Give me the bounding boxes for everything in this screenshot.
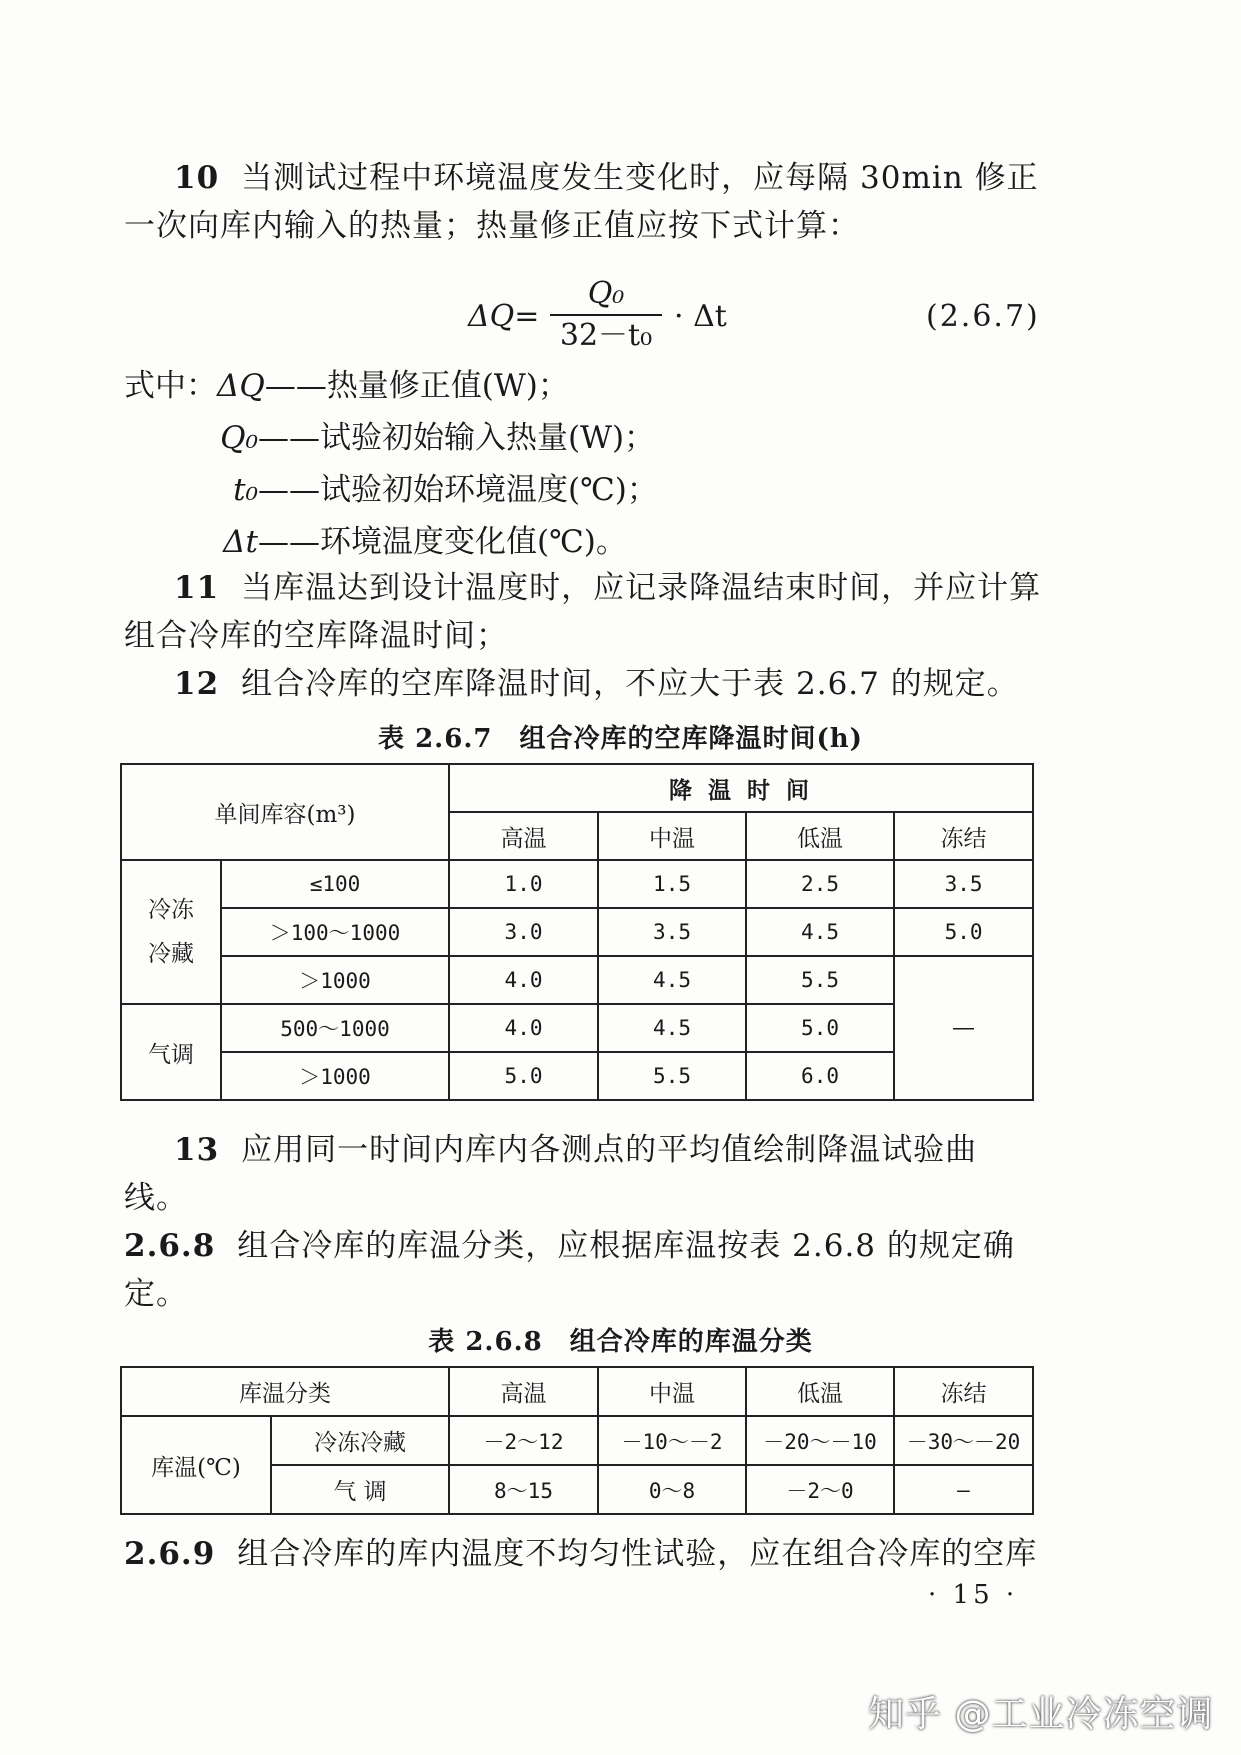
capacity-cell: ＞1000 [221, 956, 449, 1004]
item-number: 10 [174, 160, 220, 196]
paragraph-text: 组合冷库的空库降温时间； [124, 618, 508, 654]
paragraph-text: 当测试过程中环境温度发生变化时，应每隔 30min 修正 [241, 160, 1039, 196]
merged-dash-cell: — [894, 956, 1033, 1100]
table-row [121, 1416, 1033, 1465]
equation-number: (2.6.7) [926, 299, 1040, 334]
table-header-row [121, 764, 1033, 812]
definition-row [204, 466, 658, 514]
table-temperature-class [120, 1366, 1034, 1515]
row-label: 冷冻冷藏 [271, 1416, 449, 1465]
paragraph-text: 线。 [124, 1180, 188, 1216]
paragraph-13 [124, 1126, 977, 1222]
paragraph-text: 组合冷库的库内温度不均匀性试验，应在组合冷库的空库 [237, 1536, 1038, 1572]
header-high-temp: 高温 [449, 812, 598, 860]
value-cell: 4.5 [746, 908, 894, 956]
paragraph-text: 定。 [124, 1276, 188, 1312]
header-low-temp: 低温 [746, 1367, 894, 1416]
value-cell: －30～－20 [894, 1416, 1033, 1465]
definition-row [124, 362, 569, 410]
section-number: 2.6.9 [124, 1536, 216, 1572]
definition-prefix: 式中： [124, 368, 217, 404]
value-cell: 4.0 [449, 956, 598, 1004]
formula-numerator: Q₀ [587, 276, 625, 311]
value-cell: 0～8 [598, 1465, 746, 1514]
definition-symbol: t₀ [233, 472, 258, 508]
paragraph-10 [124, 154, 1039, 250]
value-cell: 5.0 [449, 1052, 598, 1100]
watermark: 知乎 @工业冷冻空调 [868, 1694, 1214, 1735]
group-freeze-cold-storage [121, 860, 221, 1004]
paragraph-12 [124, 660, 1019, 708]
group-label-line: 冷冻 [148, 897, 194, 923]
capacity-cell: ＞1000 [221, 1052, 449, 1100]
header-medium-temp: 中温 [598, 812, 746, 860]
paragraph-text: 组合冷库的空库降温时间，不应大于表 2.6.7 的规定。 [241, 666, 1019, 702]
value-cell: 6.0 [746, 1052, 894, 1100]
definition-row [204, 414, 655, 462]
header-capacity: 单间库容(m³) [121, 764, 449, 860]
header-medium-temp: 中温 [598, 1367, 746, 1416]
value-cell: 4.0 [449, 1004, 598, 1052]
value-cell: 1.0 [449, 860, 598, 908]
value-cell: －2～0 [746, 1465, 894, 1514]
capacity-cell: 500～1000 [221, 1004, 449, 1052]
value-cell: 3.0 [449, 908, 598, 956]
table-row [121, 908, 1033, 956]
header-class: 库温分类 [121, 1367, 449, 1416]
table-row [121, 860, 1033, 908]
group-controlled-atmosphere: 气调 [121, 1004, 221, 1100]
value-cell: — [894, 1465, 1033, 1514]
definition-symbol: ΔQ [217, 368, 265, 404]
header-high-temp: 高温 [449, 1367, 598, 1416]
group-label-line: 冷藏 [148, 941, 194, 967]
value-cell: 5.0 [746, 1004, 894, 1052]
paragraph-text: 一次向库内输入的热量；热量修正值应按下式计算： [124, 208, 860, 244]
definition-row [204, 518, 627, 566]
value-cell: 5.0 [894, 908, 1033, 956]
definition-symbol: Δt [223, 524, 258, 560]
table-caption: 表 2.6.8 组合冷库的库温分类 [428, 1327, 813, 1357]
table-row [121, 956, 1033, 1004]
value-cell: 5.5 [746, 956, 894, 1004]
definition-text: ——热量修正值(W)； [264, 368, 569, 404]
formula-fraction [550, 276, 662, 354]
value-cell: －2～12 [449, 1416, 598, 1465]
capacity-cell: ≤100 [221, 860, 449, 908]
header-freezing: 冻结 [894, 812, 1033, 860]
row-label: 气 调 [271, 1465, 449, 1514]
page-number: · 15 · [928, 1580, 1019, 1610]
header-cooling-time: 降 温 时 间 [449, 764, 1033, 812]
formula-denominator: 32－t₀ [559, 318, 653, 353]
formula-lhs: ΔQ= [468, 299, 540, 334]
value-cell: 3.5 [598, 908, 746, 956]
section-number: 2.6.8 [124, 1228, 216, 1264]
definition-text: ——试验初始输入热量(W)； [258, 420, 656, 456]
formula-2-6-7 [468, 276, 1068, 356]
value-cell: 5.5 [598, 1052, 746, 1100]
section-2-6-9 [124, 1530, 1037, 1578]
value-cell: 4.5 [598, 956, 746, 1004]
definition-text: ——试验初始环境温度(℃)； [258, 472, 658, 508]
header-low-temp: 低温 [746, 812, 894, 860]
paragraph-text: 当库温达到设计温度时，应记录降温结束时间，并应计算 [241, 570, 1042, 606]
value-cell: 4.5 [598, 1004, 746, 1052]
table-caption: 表 2.6.7 组合冷库的空库降温时间(h) [378, 724, 863, 754]
definition-text: ——环境温度变化值(℃)。 [258, 524, 627, 560]
value-cell: －20～－10 [746, 1416, 894, 1465]
table-cooling-time [120, 763, 1034, 1101]
definition-symbol: Q₀ [220, 420, 258, 456]
value-cell: 2.5 [746, 860, 894, 908]
paragraph-text: 应用同一时间内库内各测点的平均值绘制降温试验曲 [241, 1132, 978, 1168]
item-number: 12 [174, 666, 220, 702]
item-number: 11 [174, 570, 220, 606]
section-2-6-8 [124, 1222, 1015, 1318]
item-number: 13 [174, 1132, 220, 1168]
row-group-temperature: 库温(℃) [121, 1416, 271, 1514]
value-cell: －10～－2 [598, 1416, 746, 1465]
fraction-bar [550, 314, 662, 316]
value-cell: 3.5 [894, 860, 1033, 908]
header-freezing: 冻结 [894, 1367, 1033, 1416]
capacity-cell: ＞100～1000 [221, 908, 449, 956]
paragraph-text: 组合冷库的库温分类，应根据库温按表 2.6.8 的规定确 [237, 1228, 1015, 1264]
table-header-row [121, 1367, 1033, 1416]
value-cell: 8～15 [449, 1465, 598, 1514]
formula-rhs: · Δt [674, 299, 727, 334]
value-cell: 1.5 [598, 860, 746, 908]
paragraph-11 [124, 564, 1041, 660]
